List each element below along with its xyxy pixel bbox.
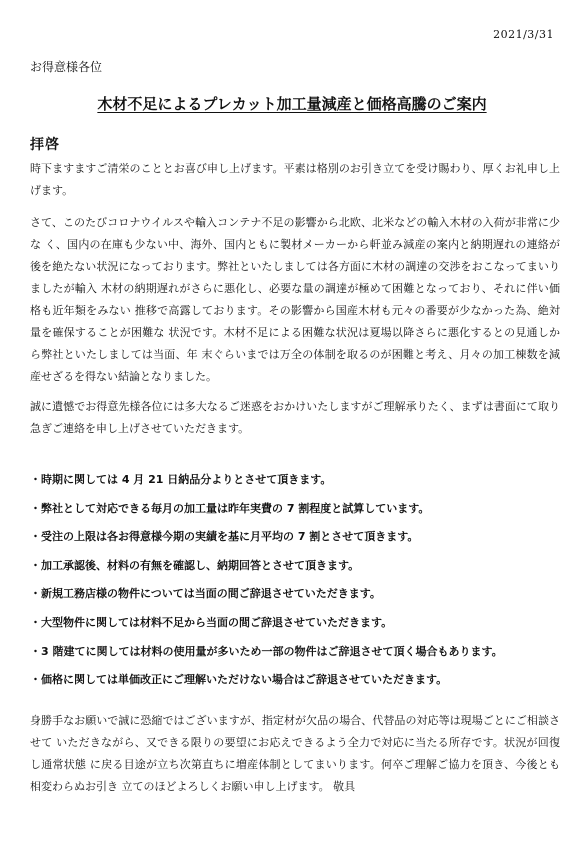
greeting: 拝啓 bbox=[30, 137, 60, 153]
list-item: ・受注の上限は各お得意様今期の実績を基に月平均の 7 割とさせて頂きます。 bbox=[30, 530, 419, 544]
conditions-list bbox=[30, 470, 570, 699]
document-date: 2021/3/31 bbox=[493, 28, 554, 41]
paragraph-apology: 誠に遺憾でお得意先様各位には多大なるご迷惑をおかけいたしますがご理解承りたく、まずは書面にて取り急ぎご連絡を申し上げさせていただきます。 bbox=[30, 400, 560, 435]
list-item: ・3 階建てに関しては材料の使用量が多いため一部の物件はご辞退させて頂く場合もあります。 bbox=[30, 644, 503, 658]
paragraph-intro: 時下ますますご清栄のこととお喜び申し上げます。平素は格別のお引き立てを受け賜わり、厚くお礼申し上げます。 bbox=[30, 162, 560, 197]
list-item: ・新規工務店様の物件については当面の間ご辞退させていただきます。 bbox=[30, 587, 381, 601]
paragraph-situation: さて、このたびコロナウイルスや輸入コンテナ不足の影響から北欧、北米などの輸入木材の入荷が非常に少な く、国内の在庫も少ない中、海外、国内ともに製材メーカーから軒並み減産の案内と納期遅れの連絡が後を絶たない状況になっております。弊社といたしましては各方面に木材の調達の交渉をおこなってまいりましたが輸入 木材の納期遅れがさらに悪化し、必要な量の調達が極めて困難となっており、それに伴い価格も近年類をみない 推移で高露しております。その影響から国産木材も元々の番要が少なかった為、絶対量を確保することが困難な 状況です。木材不足による困難な状況は夏場以降さらに悪化するとの見通しから弊社といたしましては当面、年 末ぐらいまでは万全の体制を取るのが困難と考え、月々の加工棟数を減産せざるを得ない結論となりました。 bbox=[30, 216, 560, 383]
document-title-text: 木材不足によるプレカット加工量減産と価格高騰のご案内 bbox=[97, 95, 487, 113]
addressee: お得意様各位 bbox=[30, 60, 103, 74]
paragraph-closing: 身勝手なお願いで誠に恐縮ではございますが、指定材が欠品の場合、代替品の対応等は現場ごとにご相談させて いただきながら、又できる限りの要望にお応えできるよう全力で対応に当たる所存です。状況が回復し通常状態 に戻る目途が立ち次第直ちに増産体制としてまいります。何卒ご理解ご協力を頂き、今後とも相変わらぬお引き 立てのほどよろしくお願い申し上げます。 敬具 bbox=[30, 714, 560, 793]
document-title bbox=[0, 93, 584, 114]
list-item: ・加工承認後、材料の有無を確認し、納期回答とさせて頂きます。 bbox=[30, 558, 360, 572]
list-item: ・弊社として対応できる毎月の加工量は昨年実費の 7 割程度と試算しています。 bbox=[30, 501, 430, 515]
list-item: ・時期に関しては 4 月 21 日納品分よりとさせて頂きます。 bbox=[30, 473, 332, 486]
list-item: ・大型物件に関しては材料不足から当面の間ご辞退させていただきます。 bbox=[30, 615, 393, 629]
list-item: ・価格に関しては単価改正にご理解いただけない場合はご辞退させていただきます。 bbox=[30, 673, 448, 687]
